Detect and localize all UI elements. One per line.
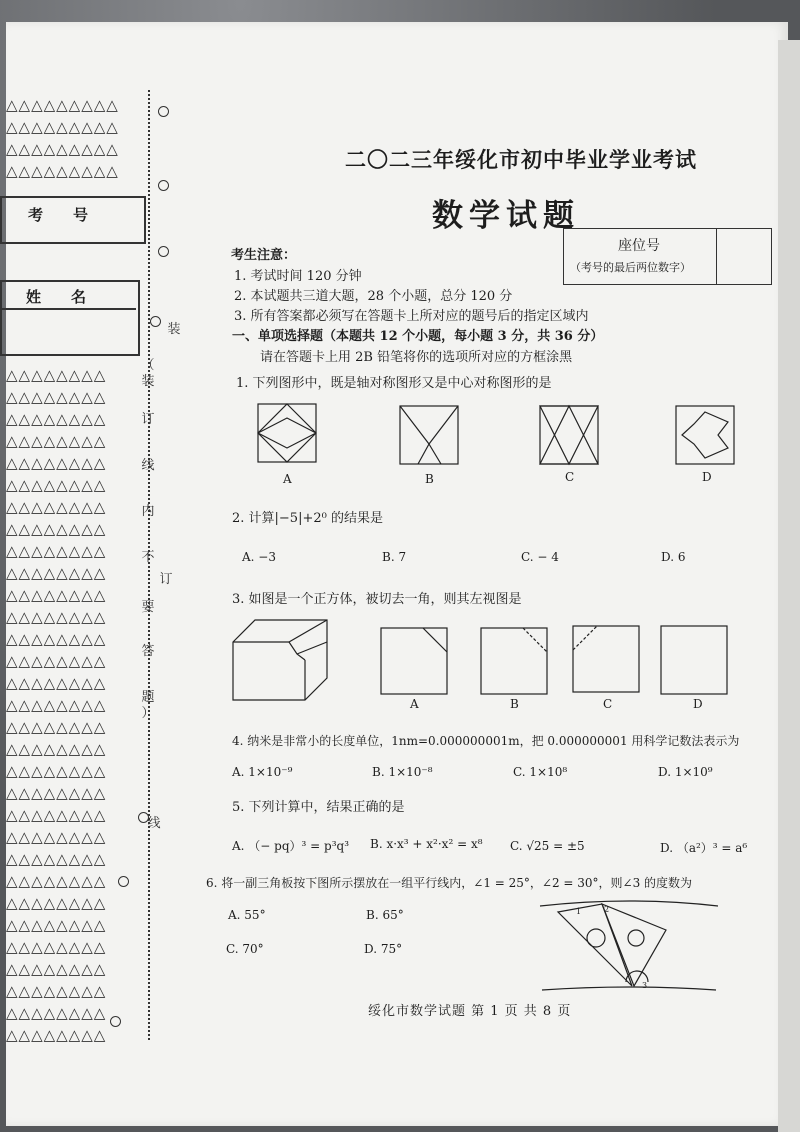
q6-figure-label-2: 2 xyxy=(604,905,610,914)
q2-option-d: D. 6 xyxy=(661,550,686,564)
binding-hole xyxy=(110,1016,121,1027)
binding-hole xyxy=(150,316,161,327)
triangle-row: △△△△△△△△ xyxy=(6,432,107,450)
binding-hole xyxy=(158,246,169,257)
q2-option-b: B. 7 xyxy=(382,550,407,564)
section-instruction: 请在答题卡上用 2B 铅笔将你的选项所对应的方框涂黑 xyxy=(260,350,573,365)
q1-option-d: D xyxy=(702,470,712,484)
question-4-stem: 4. 纳米是非常小的长度单位，1nm=0.000000001m，把 0.000000001 用科学记数法表示为 xyxy=(232,734,740,748)
q6-figure-label-3: 3 xyxy=(642,981,648,990)
triangle-row: △△△△△△△△ xyxy=(6,718,107,736)
q1-option-b: B xyxy=(425,472,434,486)
triangle-row: △△△△△△△△△ xyxy=(6,162,119,180)
triangle-row: △△△△△△△△ xyxy=(6,520,107,538)
triangle-row: △△△△△△△△ xyxy=(6,938,107,956)
name-box-divider xyxy=(0,308,136,310)
triangle-row: △△△△△△△△ xyxy=(6,652,107,670)
triangle-row: △△△△△△△△ xyxy=(6,454,107,472)
seat-box-divider xyxy=(716,229,717,284)
triangle-row: △△△△△△△△ xyxy=(6,762,107,780)
q3-option-b: B xyxy=(510,697,519,711)
triangle-row: △△△△△△△△ xyxy=(6,476,107,494)
triangle-row: △△△△△△△△ xyxy=(6,696,107,714)
triangle-row: △△△△△△△△ xyxy=(6,608,107,626)
binding-char: ） xyxy=(141,706,155,721)
triangle-row: △△△△△△△△ xyxy=(6,366,107,384)
triangle-row: △△△△△△△△ xyxy=(6,674,107,692)
triangle-row: △△△△△△△△ xyxy=(6,850,107,868)
binding-hole xyxy=(158,180,169,191)
q5-option-d: D. （a²）³ = a⁶ xyxy=(660,841,748,855)
triangle-row: △△△△△△△△ xyxy=(6,828,107,846)
triangle-row: △△△△△△△△△ xyxy=(6,96,119,114)
triangle-row: △△△△△△△△ xyxy=(6,498,107,516)
q5-option-c: C. √25 = ±5 xyxy=(510,839,585,853)
q4-option-a: A. 1×10⁻⁹ xyxy=(232,765,293,779)
q1-option-a: A xyxy=(283,472,292,486)
binding-char: 题 xyxy=(141,690,155,705)
triangle-row: △△△△△△△△ xyxy=(6,872,107,890)
exam-id-label: 考 号 xyxy=(28,206,89,224)
binding-char: 不 xyxy=(141,550,155,565)
subject-title: 数学试题 xyxy=(432,198,580,234)
q2-option-a: A. −3 xyxy=(242,550,276,564)
q6-option-a: A. 55° xyxy=(228,908,266,922)
binding-char: 内 xyxy=(141,504,155,519)
q6-figure xyxy=(540,898,720,998)
q4-option-b: B. 1×10⁻⁸ xyxy=(372,765,433,779)
binding-dotted-line xyxy=(148,90,150,1040)
q6-option-d: D. 75° xyxy=(364,942,403,956)
q6-option-c: C. 70° xyxy=(226,942,264,956)
triangle-row: △△△△△△△△ xyxy=(6,542,107,560)
notice-item: 2. 本试题共三道大题，28 个小题，总分 120 分 xyxy=(234,289,513,304)
seat-note: （考号的最后两位数字） xyxy=(570,261,691,274)
triangle-row: △△△△△△△△ xyxy=(6,784,107,802)
section-heading: 一、单项选择题（本题共 12 个小题，每小题 3 分，共 36 分） xyxy=(232,329,604,344)
triangle-row: △△△△△△△△ xyxy=(6,806,107,824)
triangle-row: △△△△△△△△ xyxy=(6,410,107,428)
q6-figure-label-1: 1 xyxy=(576,907,582,916)
triangle-row: △△△△△△△△ xyxy=(6,1004,107,1022)
binding-char: （ xyxy=(141,358,155,373)
triangle-row: △△△△△△△△ xyxy=(6,586,107,604)
binding-char: 要 xyxy=(141,600,155,615)
name-label: 姓 名 xyxy=(26,288,87,306)
page-footer: 绥化市数学试题 第 1 页 共 8 页 xyxy=(368,1004,572,1019)
next-page-edge xyxy=(778,40,800,1132)
q5-option-a: A. （− pq）³ = p³q³ xyxy=(232,839,350,853)
triangle-row: △△△△△△△△ xyxy=(6,564,107,582)
binding-hole xyxy=(118,876,129,887)
q1-figures xyxy=(258,404,738,474)
exam-title: 二〇二三年绥化市初中毕业学业考试 xyxy=(345,147,697,172)
binding-hole xyxy=(158,106,169,117)
q3-figures xyxy=(233,620,733,704)
binding-char: 答 xyxy=(141,644,155,659)
triangle-row: △△△△△△△△△ xyxy=(6,140,119,158)
triangle-row: △△△△△△△△ xyxy=(6,630,107,648)
q3-option-c: C xyxy=(603,697,613,711)
q3-option-d: D xyxy=(693,697,703,711)
binding-char: 订 xyxy=(159,572,173,587)
triangle-row: △△△△△△△△ xyxy=(6,894,107,912)
notice-heading: 考生注意： xyxy=(231,248,297,263)
q4-option-c: C. 1×10⁸ xyxy=(513,765,568,779)
seat-label: 座位号 xyxy=(618,238,660,254)
triangle-row: △△△△△△△△ xyxy=(6,1026,107,1044)
q1-option-c: C xyxy=(565,470,575,484)
binding-char: 线 xyxy=(141,458,155,473)
triangle-row: △△△△△△△△ xyxy=(6,740,107,758)
notice-item: 1. 考试时间 120 分钟 xyxy=(234,269,362,284)
q2-option-c: C. − 4 xyxy=(521,550,559,564)
triangle-row: △△△△△△△△ xyxy=(6,388,107,406)
binding-char: 订 xyxy=(141,412,155,427)
notice-item: 3. 所有答案都必须写在答题卡上所对应的题号后的指定区域内 xyxy=(234,309,589,324)
question-5-stem: 5. 下列计算中，结果正确的是 xyxy=(232,800,405,815)
triangle-row: △△△△△△△△ xyxy=(6,916,107,934)
seat-number-box xyxy=(563,228,772,285)
triangle-row: △△△△△△△△ xyxy=(6,960,107,978)
binding-char: 线 xyxy=(147,816,161,831)
question-1-stem: 1. 下列图形中，既是轴对称图形又是中心对称图形的是 xyxy=(236,376,552,391)
triangle-row: △△△△△△△△△ xyxy=(6,118,119,136)
question-6-stem: 6. 将一副三角板按下图所示摆放在一组平行线内，∠1 = 25°，∠2 = 30°，则∠3 的度数为 xyxy=(206,876,693,890)
binding-char: 装 xyxy=(141,374,155,389)
binding-char: 装 xyxy=(167,322,181,337)
q4-option-d: D. 1×10⁹ xyxy=(658,765,713,779)
q3-option-a: A xyxy=(410,697,419,711)
q5-option-b: B. x·x³ + x²·x² = x⁸ xyxy=(370,837,483,851)
question-3-stem: 3. 如图是一个正方体，被切去一角，则其左视图是 xyxy=(232,592,522,607)
q6-option-b: B. 65° xyxy=(366,908,404,922)
question-2-stem: 2. 计算|−5|+2⁰ 的结果是 xyxy=(232,511,383,526)
triangle-row: △△△△△△△△ xyxy=(6,982,107,1000)
